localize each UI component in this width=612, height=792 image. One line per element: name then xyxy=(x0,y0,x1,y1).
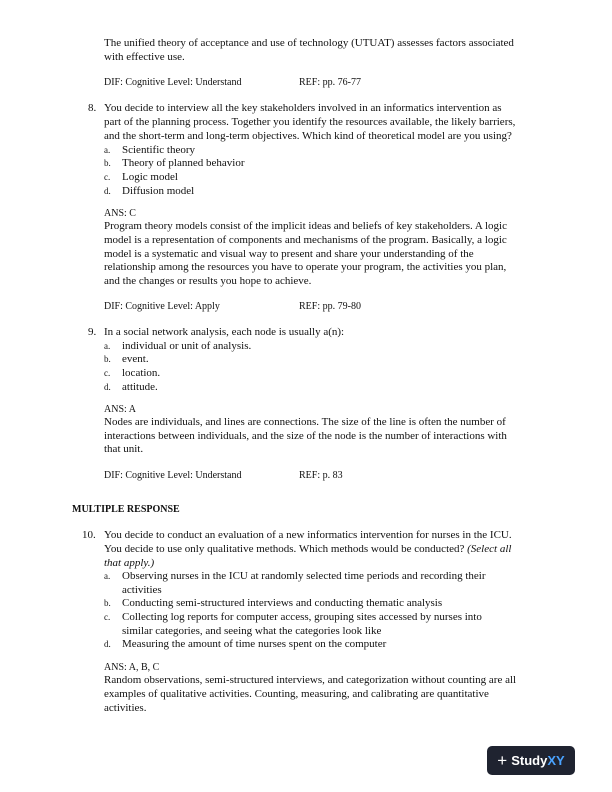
option-letter: b. xyxy=(104,158,111,168)
studyxy-logo xyxy=(487,746,575,775)
option-text: event. xyxy=(122,353,149,365)
rationale-line: Random observations, semi-structured interviews, and categorization without counting are all xyxy=(104,674,517,686)
option-letter: c. xyxy=(104,172,111,182)
option-text: Theory of planned behavior xyxy=(122,157,245,169)
option-letter: d. xyxy=(104,186,111,196)
logo-suffix: XY xyxy=(547,753,565,768)
question-stem: In a social network analysis, each node is usually a(n): xyxy=(104,326,345,338)
stem-text: You decide to use only qualitative methods. Which methods would be conducted? xyxy=(104,543,465,555)
option-letter: c. xyxy=(104,612,111,622)
rationale-line: that unit. xyxy=(104,443,144,455)
ref-label: REF: pp. 79-80 xyxy=(299,301,361,312)
answer-label: ANS: A xyxy=(104,404,136,415)
option-text: individual or unit of analysis. xyxy=(122,340,252,352)
option-text: Logic model xyxy=(122,171,178,183)
question-stem: You decide to conduct an evaluation of a new informatics intervention for nurses in the ICU. xyxy=(104,529,512,541)
rationale-line: and the changes or results you hope to achieve. xyxy=(104,275,312,287)
rationale-line: model is a representation of components and mechanisms of the program. Basically, a logic xyxy=(104,234,507,246)
select-all-note: that apply.) xyxy=(104,557,155,569)
option-letter: a. xyxy=(104,341,111,351)
logo-prefix: Study xyxy=(511,753,548,768)
question-number: 8. xyxy=(88,102,97,114)
option-letter: a. xyxy=(104,571,111,581)
rationale-line: activities. xyxy=(104,702,147,714)
top-line: The unified theory of acceptance and use of technology (UTUAT) assesses factors associated xyxy=(104,37,514,49)
option-letter: b. xyxy=(104,598,111,608)
question-stem xyxy=(104,543,511,557)
dif-label: DIF: Cognitive Level: Understand xyxy=(104,77,242,88)
option-text: similar categories, and seeing what the categories look like xyxy=(122,625,382,637)
question-stem: and the short-term and long-term objectives. Which kind of theoretical model are you using? xyxy=(104,130,512,142)
answer-label: ANS: C xyxy=(104,208,136,219)
rationale-line: interactions between individuals, and the size of the node is the number of interactions with xyxy=(104,430,507,442)
rationale-line: examples of qualitative activities. Counting, measuring, and calibrating are quantitative xyxy=(104,688,489,700)
option-text: Conducting semi-structured interviews and conducting thematic analysis xyxy=(122,597,443,609)
option-letter: c. xyxy=(104,368,111,378)
option-text: attitude. xyxy=(122,381,158,393)
rationale-line: model is a systematic and visual way to present and share your understanding of the xyxy=(104,248,474,260)
plus-icon: + xyxy=(497,751,508,770)
question-stem: part of the planning process. Together you identify the resources available, the likely barriers, xyxy=(104,116,516,128)
top-line: with effective use. xyxy=(104,51,185,63)
option-text: Observing nurses in the ICU at randomly selected time periods and recording their xyxy=(122,570,486,582)
answer-label: ANS: A, B, C xyxy=(104,662,160,673)
rationale-line: Program theory models consist of the implicit ideas and beliefs of key stakeholders. A logic xyxy=(104,220,507,232)
question-stem: You decide to interview all the key stakeholders involved in an informatics intervention as xyxy=(104,102,502,114)
select-all-note: (Select all xyxy=(467,543,512,555)
option-text: location. xyxy=(122,367,161,379)
option-text: Diffusion model xyxy=(122,185,195,197)
rationale-line: relationship among the resources you have to operate your program, the activities you plan, xyxy=(104,261,507,273)
option-text: Measuring the amount of time nurses spent on the computer xyxy=(122,638,387,650)
option-letter: d. xyxy=(104,639,111,649)
ref-label: REF: p. 83 xyxy=(299,470,343,481)
dif-label: DIF: Cognitive Level: Apply xyxy=(104,301,220,312)
option-letter: b. xyxy=(104,354,111,364)
option-letter: d. xyxy=(104,382,111,392)
section-heading: MULTIPLE RESPONSE xyxy=(72,504,180,515)
option-letter: a. xyxy=(104,145,111,155)
dif-label: DIF: Cognitive Level: Understand xyxy=(104,470,242,481)
ref-label: REF: pp. 76-77 xyxy=(299,77,361,88)
question-number: 9. xyxy=(88,326,97,338)
question-number: 10. xyxy=(82,529,96,541)
option-text: Collecting log reports for computer access, grouping sites accessed by nurses into xyxy=(122,611,482,623)
rationale-line: Nodes are individuals, and lines are connections. The size of the line is often the number of xyxy=(104,416,506,428)
option-text: Scientific theory xyxy=(122,144,196,156)
option-text: activities xyxy=(122,584,162,596)
